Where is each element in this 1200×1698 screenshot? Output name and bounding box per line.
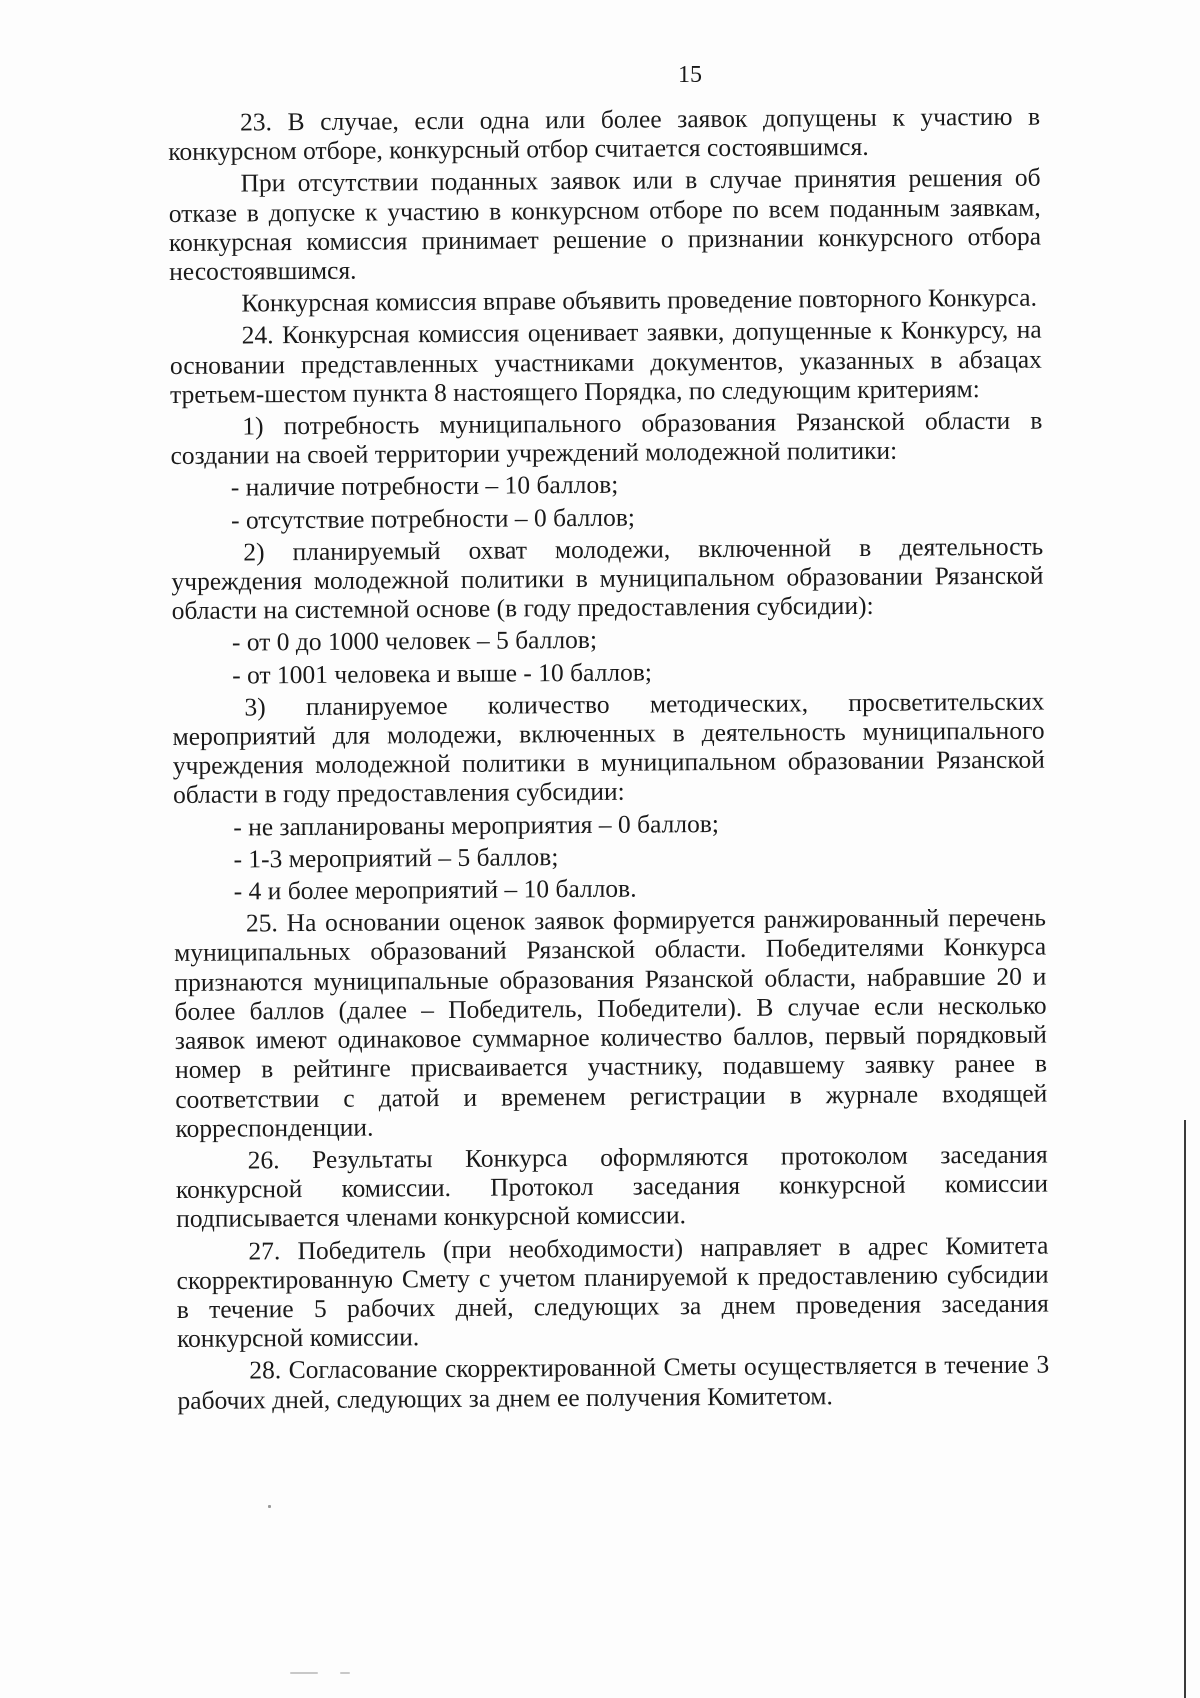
paragraph-25: 25. На основании оценок заявок формируется ранжированный перечень муниципальных образований Рязанской области. Победителями Конкурса признаются муниципальные образования Рязанской области, набравшие 20 и более баллов (далее – Победитель, Победители). В случае если несколько заявок имеют одинаковое суммарное количество баллов, первый порядковый номер в рейтинге присваивается участнику, подавшему заявку ранее в соответствии с датой и временем регистрации в журнале входящей корреспонденции.	[174, 902, 1048, 1143]
criterion-1: 1) потребность муниципального образования Рязанской области в создании на своей территории учреждений молодежной политики:	[170, 405, 1043, 471]
scan-speck	[290, 1672, 318, 1674]
criterion-3-option-2: - 1-3 мероприятий – 5 баллов;	[233, 842, 559, 874]
criterion-2: 2) планируемый охват молодежи, включенной в деятельность учреждения молодежной политики в муниципальном образовании Рязанской области на системной основе (в году предоставления субсидии):	[171, 531, 1044, 626]
paragraph-24: 24. Конкурсная комиссия оценивает заявки, допущенные к Конкурсу, на основании представленных участниками документов, указанных в абзацах третьем-шестом пункта 8 настоящего Порядка, по следующим критериям:	[169, 315, 1042, 409]
paragraph-26: 26. Результаты Конкурса оформляются протоколом заседания конкурсной комиссии. Протокол заседания конкурсной комиссии подписывается членами конкурсной комиссии.	[175, 1139, 1049, 1234]
criterion-3-option-3: - 4 и более мероприятий – 10 баллов.	[233, 873, 637, 906]
criterion-3-option-1: - не запланированы мероприятия – 0 баллов;	[233, 808, 720, 842]
criterion-2-option-2: - от 1001 человека и выше - 10 баллов;	[232, 657, 653, 690]
scan-speck	[268, 1505, 271, 1508]
criterion-3: 3) планируемое количество методических, просветительских мероприятий для молодежи, включенных в деятельность муниципального учреждения молодежной политики в муниципальном образовании Рязанской области в году предоставления субсидии:	[172, 686, 1045, 810]
criterion-1-option-2: - отсутствие потребности – 0 баллов;	[230, 502, 636, 535]
paragraph-23-no-applications: При отсутствии поданных заявок или в случае принятия решения об отказе в допуске к участию в конкурсном отборе по всем поданным заявкам, конкурсная комиссия принимает решение о признании конкурсного отбора несостоявшимся.	[168, 163, 1042, 287]
paragraph-23: 23. В случае, если одна или более заявок допущены к участию в конкурсном отборе, конкурсный отбор считается состоявшимся.	[168, 101, 1041, 167]
scan-edge-line	[1184, 1120, 1186, 1698]
page-number: 15	[678, 62, 702, 88]
paragraph-28: 28. Согласование скорректированной Сметы осуществляется в течение 3 рабочих дней, следующих за днем ее получения Комитетом.	[177, 1349, 1050, 1415]
scan-speck	[340, 1672, 350, 1674]
criterion-1-option-1: - наличие потребности – 10 баллов;	[230, 470, 619, 502]
paragraph-27: 27. Победитель (при необходимости) направляет в адрес Комитета скорректированную Смету с учетом планируемой к предоставлению субсидии в течение 5 рабочих дней, следующих за днем проведения заседания конкурсной комиссии.	[176, 1230, 1049, 1354]
document-body	[168, 102, 1050, 1418]
paragraph-23-repeat-contest: Конкурсная комиссия вправе объявить проведение повторного Конкурса.	[241, 282, 1038, 318]
criterion-2-option-1: - от 0 до 1000 человек – 5 баллов;	[231, 625, 598, 657]
